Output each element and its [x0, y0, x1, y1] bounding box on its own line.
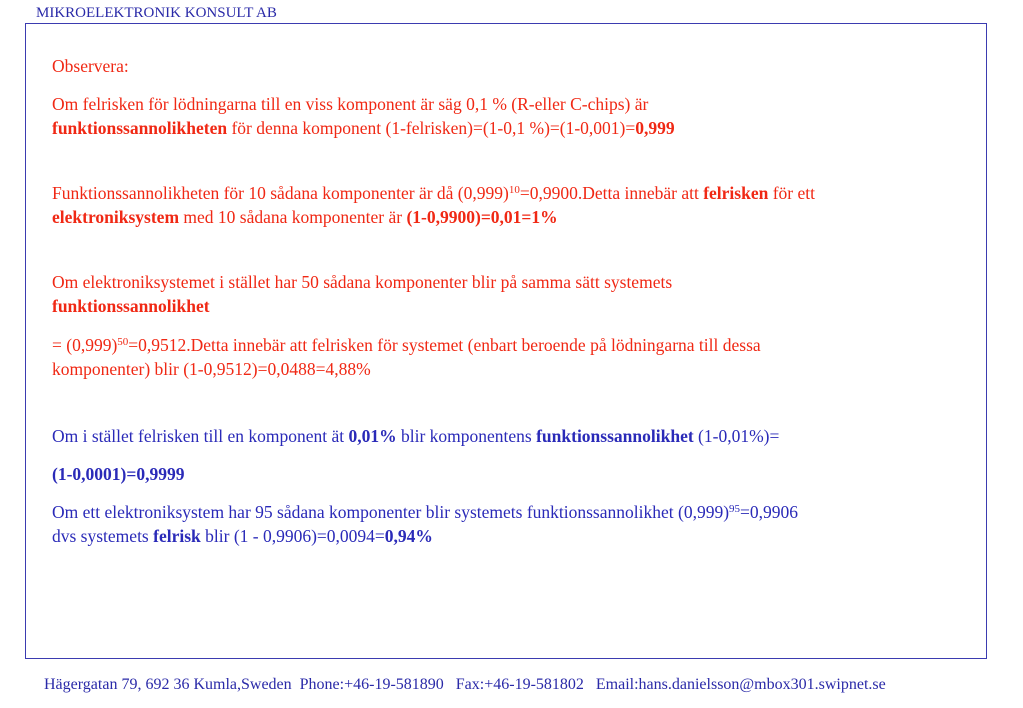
blue-text-2: blir komponentens — [396, 426, 537, 446]
blue-line-4 — [52, 524, 977, 548]
observera-bold-term: funktionssannolikheten — [52, 118, 228, 138]
fifty-exponent: 50 — [117, 336, 129, 348]
blue-text-1: Om i stället felrisken till en komponent ät — [52, 426, 349, 446]
observera-line-2 — [52, 116, 977, 140]
section-observera — [52, 54, 977, 140]
blue-text-5: =0,9906 — [740, 502, 799, 522]
fifty-text-3: =0,9512.Detta innebär att felrisken för systemet (enbart beroende på lödningarna till dessa — [128, 335, 761, 355]
blue-line-3 — [52, 500, 977, 524]
ten-exponent: 10 — [508, 184, 520, 196]
blue-text-6: dvs systemets — [52, 526, 154, 546]
observera-title: Observera: — [52, 56, 129, 76]
ten-bold-result: (1-0,9900)=0,01=1% — [406, 207, 558, 227]
blue-exponent: 95 — [729, 503, 741, 515]
ten-text-3: för ett — [768, 183, 815, 203]
ten-text-4: med 10 sådana komponenter är — [179, 207, 407, 227]
section-blue — [52, 424, 977, 548]
ten-bold-system: elektroniksystem — [52, 207, 180, 227]
fifty-text-2: = (0,999) — [52, 335, 118, 355]
footer-contact: Hägergatan 79, 692 36 Kumla,Sweden Phone:+46-19-581890 Fax:+46-19-581802 Email:hans.danielsson@mbox301.swipnet.se — [44, 676, 886, 693]
observera-line-1 — [52, 92, 977, 116]
fifty-line-2 — [52, 294, 977, 318]
fifty-line-4: komponenter) blir (1-0,9512)=0,0488=4,88% — [52, 359, 371, 379]
fifty-line-1: Om elektroniksystemet i stället har 50 sådana komponenter blir på samma sätt systemets — [52, 272, 673, 292]
company-header: MIKROELEKTRONIK KONSULT AB — [36, 5, 277, 21]
observera-text-1: Om felrisken för lödningarna till en viss komponent är säg 0,1 % (R-eller C-chips) är — [52, 94, 649, 114]
ten-text-1: Funktionssannolikheten för 10 sådana komponenter är då (0,999) — [52, 183, 509, 203]
blue-text-7: blir (1 - 0,9906)=0,0094= — [200, 526, 385, 546]
section-50-components — [52, 270, 977, 381]
blue-bold-term: funktionssannolikhet — [536, 426, 694, 446]
observera-result: 0,999 — [635, 118, 675, 138]
blue-line-2 — [52, 462, 977, 486]
blue-bold-result: (1-0,0001)=0,9999 — [52, 464, 185, 484]
ten-components-line-1 — [52, 181, 977, 205]
blue-bold-final: 0,94% — [384, 526, 433, 546]
blue-text-4: Om ett elektroniksystem har 95 sådana komponenter blir systemets funktionssannolikhet (0,999) — [52, 502, 730, 522]
ten-components-line-2 — [52, 205, 977, 229]
ten-text-2: =0,9900.Detta innebär att — [519, 183, 704, 203]
observera-formula: för denna komponent (1-felrisken)=(1-0,1 %)=(1-0,001)= — [227, 118, 636, 138]
blue-text-3: (1-0,01%)= — [693, 426, 780, 446]
blue-bold-percent: 0,01% — [348, 426, 397, 446]
fifty-line-3 — [52, 333, 977, 357]
section-10-components — [52, 181, 977, 229]
ten-bold-felrisken: felrisken — [703, 183, 769, 203]
slide-content — [52, 54, 977, 548]
blue-bold-felrisk: felrisk — [153, 526, 201, 546]
fifty-bold-term: funktionssannolikhet — [52, 296, 210, 316]
blue-line-1 — [52, 424, 977, 448]
